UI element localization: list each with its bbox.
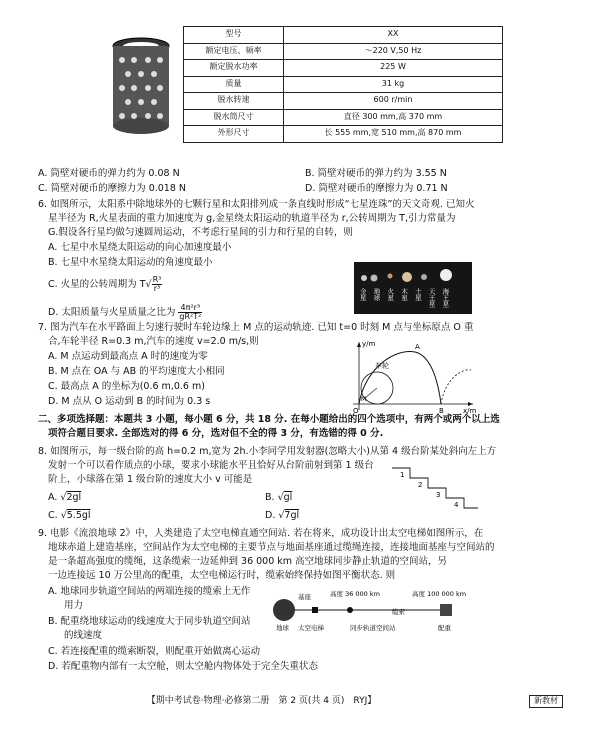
spec-table-row <box>184 60 503 77</box>
q9-option-a-1: A. 地球同步轨道空间站的两端连接的缆索上无作 <box>48 586 251 597</box>
spec-key: 额定电压、频率 <box>184 43 284 60</box>
q7-option-a: A. M 点运动到最高点 A 时的速度为零 <box>48 351 208 362</box>
spec-key: 脱水筒尺寸 <box>184 109 284 126</box>
q9-option-c: C. 若连接配重的缆索断裂，则配重开始做离心运动 <box>48 646 261 657</box>
q7-stem-2: 合,车轮半径 R=0.3 m,汽车的速度 v=2.0 m/s,则 <box>48 336 259 347</box>
q5-option-a: A. 筒壁对硬币的弹力约为 0.08 N <box>38 168 180 179</box>
step-label-2: 2 <box>418 481 423 489</box>
q6-stem-1: 6. 如图所示，太阳系中除地球外的七颗行星和太阳排列成一条直线时形成“七星连珠”的天文奇观. 已知火 <box>38 199 475 210</box>
q9-stem-3: 是一条超高强度的缆绳，这条缆索一边延伸到 36 000 km 高空地球同步静止轨道的空间站，另 <box>48 556 448 567</box>
q8-option-a: A. √2gl <box>48 492 82 503</box>
q8-stem-2: 发射一个可以看作质点的小球，要求小球能水平且恰好从台阶前射到第 1 级台 <box>48 460 374 471</box>
q9-option-d: D. 若配重物内部有一太空舱，则太空舱内物体处于完全失重状态 <box>48 661 318 672</box>
section-2-heading-2: 项符合题目要求. 全部选对的得 6 分，选对但不全的得 3 分，有选错的得 0 分. <box>48 428 384 439</box>
spec-value: 长 555 mm,宽 510 mm,高 870 mm <box>284 126 503 143</box>
elevator-elevator-label: 太空电梯 <box>298 624 324 632</box>
elevator-base-label: 基座 <box>298 593 311 601</box>
spec-value: XX <box>284 27 503 44</box>
q7-option-b: B. M 点在 OA 与 AB 的平均速度大小相同 <box>48 366 225 377</box>
q6-stem-2: 星半径为 R,火星表面的重力加速度为 g,金星绕太阳运动的轨道半径为 r,公转周期为 T,引力常量为 <box>48 213 456 224</box>
spec-key: 外形尺寸 <box>184 126 284 143</box>
elevator-height-2: 高度 100 000 km <box>412 590 467 598</box>
footer-text: 【期中考试卷·物理·必修第二册 第 2 页(共 4 页) RYJ】 <box>146 696 377 706</box>
footer <box>40 695 563 707</box>
spec-key: 额定脱水功率 <box>184 60 284 77</box>
q8-stem-1: 8. 如图所示，每一级台阶的高 h=0.2 m,宽为 2h.小李同学用发射器(忽略大小)从第 4 级台阶某处斜向左上方 <box>38 446 497 457</box>
spec-table <box>183 26 503 143</box>
q8-option-b: B. √gl <box>265 492 293 503</box>
step-label-4: 4 <box>454 501 459 509</box>
q5-option-b: B. 筒壁对硬币的弹力约为 3.55 N <box>305 168 447 179</box>
spec-table-row <box>184 93 503 110</box>
q9-stem-2: 地球赤道上建造基座，空间站作为太空电梯的主要节点与地面基座通过缆绳连接，连接地面基座与空间站的 <box>48 542 495 553</box>
spec-table-row <box>184 43 503 60</box>
cycloid-origin: O <box>353 407 359 414</box>
spec-key: 脱水转速 <box>184 93 284 110</box>
planet-label: 金星 <box>358 288 367 301</box>
q6-option-d: D. 太阳质量与火星质量之比为 $\frac{\text{4π²r³}}{\text{gR²T²}}$ <box>48 303 202 321</box>
q9-option-b-1: B. 配重绕地球运动的线速度大于同步轨道空间站 <box>48 616 251 627</box>
planets-figure <box>354 262 472 314</box>
space-elevator-figure <box>270 584 470 638</box>
cycloid-point-a: A <box>415 343 420 351</box>
q6-stem-3: G.假设各行星均做匀速圆周运动，不考虑行星间的引力和行星的自转，则 <box>48 227 353 238</box>
q6-option-c: C. 火星的公转周期为 T√ $\frac{\text{R³}}{\text{r³}}$ <box>48 275 162 293</box>
spec-value: 225 W <box>284 60 503 77</box>
cycloid-x-label: x/m <box>463 407 477 414</box>
q6-option-a: A. 七星中水星绕太阳运动的向心加速度最小 <box>48 242 232 253</box>
elevator-height-1: 高度 36 000 km <box>330 590 380 598</box>
q8-stem-3: 阶上，小球落在第 1 级台阶的速度大小 v 可能是 <box>48 474 253 485</box>
spec-table-row <box>184 109 503 126</box>
q9-stem-1: 9. 电影《流浪地球 2》中，人类建造了太空电梯直通空间站. 若在将来，成功设计出太空电梯如图所示，在 <box>38 528 484 539</box>
spec-table-row <box>184 126 503 143</box>
q5-option-c: C. 筒壁对硬币的摩擦力为 0.018 N <box>38 183 187 194</box>
spec-key: 型号 <box>184 27 284 44</box>
new-textbook-badge: 新教材 <box>529 695 563 708</box>
spec-value: 600 r/min <box>284 93 503 110</box>
elevator-earth-label: 地球 <box>276 624 289 632</box>
planet-label: 火星 <box>386 288 395 301</box>
cycloid-point-m: M <box>361 396 367 403</box>
spec-value: ～220 V,50 Hz <box>284 43 503 60</box>
planet-label: 地球 <box>372 288 381 301</box>
spec-value: 31 kg <box>284 76 503 93</box>
dryer-drum-image <box>108 36 174 136</box>
spec-value: 直径 300 mm,高 370 mm <box>284 109 503 126</box>
q9-option-b-2: 的线速度 <box>64 630 103 641</box>
elevator-cable-label: 缆索 <box>392 608 405 616</box>
q9-stem-4: 一边连接远 10 万公里高的配重，太空电梯运行时，缆索始终保持如图平衡状态. 则 <box>48 570 396 581</box>
planet-label: 海王星 <box>441 288 450 308</box>
q5-option-d: D. 筒壁对硬币的摩擦力为 0.71 N <box>305 183 448 194</box>
planet-label: 木星 <box>400 288 409 301</box>
q8-option-c: C. √5.5gl <box>48 510 91 521</box>
planet-label: 天王星 <box>427 288 436 308</box>
cycloid-point-b: B <box>439 407 444 414</box>
q7-stem-1: 7. 图为汽车在水平路面上匀速行驶时车轮边缘上 M 点的运动轨迹. 已知 t=0 时刻 M 点与坐标原点 O 重 <box>38 322 474 333</box>
q8-option-d: D. √7gl <box>265 510 300 521</box>
elevator-station-label: 同步轨道空间站 <box>350 624 396 632</box>
q7-option-c: C. 最高点 A 的坐标为(0.6 m,0.6 m) <box>48 381 205 392</box>
q7-option-d: D. M 点从 O 运动到 B 的时间为 0.3 s <box>48 396 211 407</box>
cycloid-wheel-label: 车轮 <box>375 362 389 370</box>
spec-key: 质量 <box>184 76 284 93</box>
step-label-1: 1 <box>400 471 405 479</box>
planet-label: 土星 <box>413 288 422 301</box>
q6-option-b: B. 七星中水星绕太阳运动的角速度最小 <box>48 257 213 268</box>
staircase-figure <box>390 462 480 514</box>
elevator-counterweight-label: 配重 <box>438 624 451 632</box>
spec-table-row <box>184 76 503 93</box>
q9-option-a-2: 用力 <box>64 600 84 611</box>
spec-table-row <box>184 27 503 44</box>
section-2-heading-1: 二、多项选择题：本题共 3 小题，每小题 6 分，共 18 分. 在每小题给出的四个选项中，有两个或两个以上选 <box>38 414 500 425</box>
step-label-3: 3 <box>436 491 441 499</box>
cycloid-y-label: y/m <box>362 340 376 348</box>
cycloid-figure <box>345 338 480 414</box>
